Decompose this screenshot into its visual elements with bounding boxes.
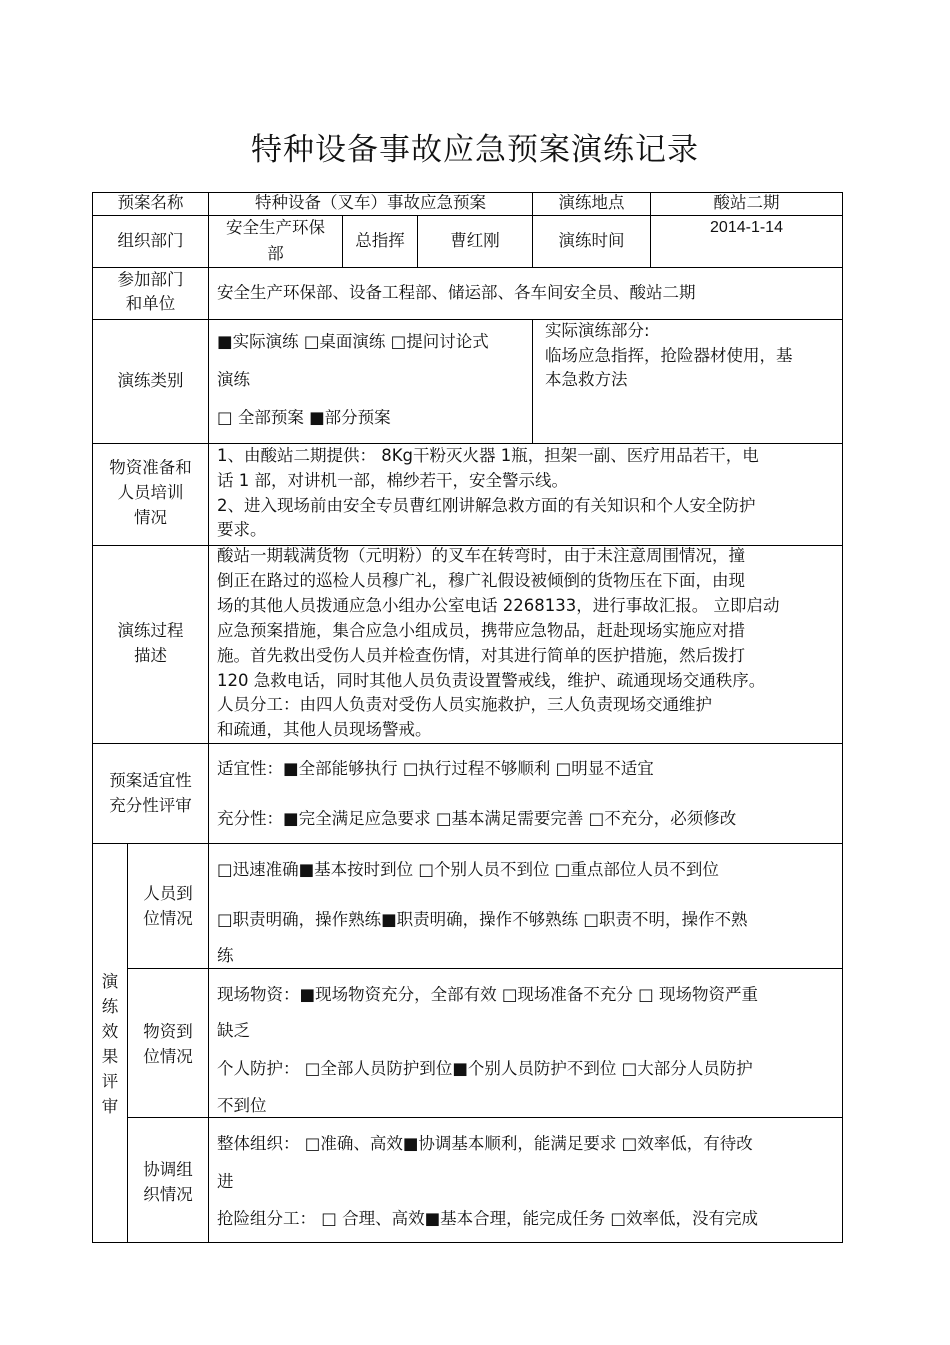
- overall-organization-options: 整体组织： □准确、高效■协调基本顺利，能满足要求 □效率低，有待改: [217, 1134, 753, 1153]
- participants-label-line1: 参加部门: [117, 270, 184, 289]
- effect-label-char: 审: [101, 1097, 119, 1116]
- process-text-line: 人员分工：由四人负责对受伤人员实施救护，三人负责现场交通维护: [217, 695, 712, 714]
- effect-label-char: 演: [101, 972, 119, 991]
- preparation-label-line3: 情况: [134, 508, 167, 527]
- personnel-arrival-options: □迅速准确■基本按时到位 □个别人员不到位 □重点部位人员不到位: [217, 860, 719, 879]
- actual-drill-part-label: 实际演练部分:: [545, 321, 650, 340]
- process-text-line: 和疏通，其他人员现场警戒。: [217, 720, 432, 739]
- personal-protection-options: 个人防护： □全部人员防护到位■个别人员防护不到位 □大部分人员防护: [217, 1059, 753, 1078]
- process-label-line2: 描述: [134, 646, 167, 665]
- location-value: 酸站二期: [713, 193, 780, 212]
- personnel-duty-options: □职责明确，操作熟练■职责明确，操作不够熟练 □职责不明，操作不熟: [217, 910, 748, 929]
- coordination-label-line1: 协调组: [143, 1160, 193, 1179]
- review-label-line1: 预案适宜性: [109, 771, 192, 790]
- process-label-line1: 演练过程: [117, 621, 184, 640]
- personnel-label-line1: 人员到: [143, 884, 193, 903]
- org-label: 组织部门: [117, 231, 184, 250]
- effect-label-char: 果: [101, 1047, 119, 1066]
- preparation-label-line2: 人员培训: [117, 483, 184, 502]
- process-text-line: 酸站一期载满货物（元明粉）的叉车在转弯时，由于未注意周围情况，撞: [217, 546, 745, 565]
- drill-type-options: ■实际演练 □桌面演练 □提问讨论式: [217, 332, 489, 351]
- effect-label-char: 练: [101, 997, 119, 1016]
- table-border-right: [842, 192, 843, 1243]
- effect-label-char: 评: [101, 1072, 119, 1091]
- actual-drill-part-line1: 临场应急指挥，抢险器材使用，基: [545, 346, 793, 365]
- actual-drill-part-line2: 本急救方法: [545, 370, 628, 389]
- overall-organization-options-cont: 进: [217, 1172, 234, 1191]
- process-text-line: 施。首先救出受伤人员并检查伤情，对其进行简单的医护措施，然后拨打: [217, 646, 745, 665]
- personal-protection-options-cont: 不到位: [217, 1096, 267, 1115]
- preparation-text-line: 话 1 部，对讲机一部，棉纱若干，安全警示线。: [217, 471, 568, 490]
- process-text-line: 120 急救电话，同时其他人员负责设置警戒线，维护、疏通现场交通秩序。: [217, 671, 766, 690]
- table-border-bottom: [92, 1242, 843, 1243]
- rescue-division-options: 抢险组分工： □ 合理、高效■基本合理，能完成任务 □效率低，没有完成: [217, 1209, 759, 1228]
- plan-name-value: 特种设备（叉车）事故应急预案: [255, 193, 486, 212]
- page-title: 特种设备事故应急预案演练记录: [251, 132, 699, 168]
- adequacy-options: 充分性：■完全满足应急要求 □基本满足需要完善 □不充分，必须修改: [217, 809, 737, 828]
- review-label-line2: 充分性评审: [109, 796, 192, 815]
- suitability-options: 适宜性：■全部能够执行 □执行过程不够顺利 □明显不适宜: [217, 759, 654, 778]
- materials-label-line2: 位情况: [143, 1047, 193, 1066]
- process-text-line: 应急预案措施，集合应急小组成员，携带应急物品，赶赴现场实施应对措: [217, 621, 745, 640]
- org-value-line1: 安全生产环保: [226, 218, 325, 237]
- participants-value: 安全生产环保部、设备工程部、储运部、各车间安全员、酸站二期: [217, 283, 696, 302]
- personnel-duty-options-cont: 练: [217, 946, 234, 965]
- coordination-label-line2: 织情况: [143, 1185, 193, 1204]
- row-divider: [92, 743, 843, 744]
- drill-scope-options: □ 全部预案 ■部分预案: [217, 408, 391, 427]
- effect-label-char: 效: [101, 1022, 119, 1041]
- time-label: 演练时间: [558, 231, 625, 250]
- preparation-text-line: 2、进入现场前由安全专员曹红刚讲解急救方面的有关知识和个人安全防护: [217, 496, 756, 515]
- plan-name-label: 预案名称: [117, 193, 184, 212]
- column-divider: [532, 319, 533, 444]
- preparation-text-line: 1、由酸站二期提供： 8Kg干粉灭火器 1瓶，担架一副、医疗用品若干，电: [217, 446, 759, 465]
- row-divider: [92, 843, 843, 844]
- participants-label-line2: 和单位: [125, 294, 176, 313]
- commander-label: 总指挥: [355, 231, 405, 250]
- process-text-line: 倒正在路过的巡检人员穆广礼，穆广礼假设被倾倒的货物压在下面，由现: [217, 571, 745, 590]
- drill-type-options-cont: 演练: [217, 370, 250, 389]
- commander-value: 曹红刚: [450, 231, 500, 250]
- personnel-label-line2: 位情况: [143, 909, 193, 928]
- row-divider: [92, 319, 843, 320]
- column-divider: [208, 192, 209, 1243]
- drill-type-label: 演练类别: [117, 371, 184, 390]
- preparation-label-line1: 物资准备和: [109, 458, 192, 477]
- materials-label-line1: 物资到: [143, 1022, 193, 1041]
- onsite-materials-options-cont: 缺乏: [217, 1021, 250, 1040]
- time-value: 2014-1-14: [710, 219, 783, 236]
- onsite-materials-options: 现场物资：■现场物资充分，全部有效 □现场准备不充分 □ 现场物资严重: [217, 985, 759, 1004]
- org-value-line2: 部: [267, 244, 284, 263]
- location-label: 演练地点: [558, 193, 625, 212]
- preparation-text-line: 要求。: [217, 520, 267, 539]
- row-divider: [127, 968, 843, 969]
- process-text-line: 场的其他人员拨通应急小组办公室电话 2268133，进行事故汇报。 立即启动: [217, 596, 780, 615]
